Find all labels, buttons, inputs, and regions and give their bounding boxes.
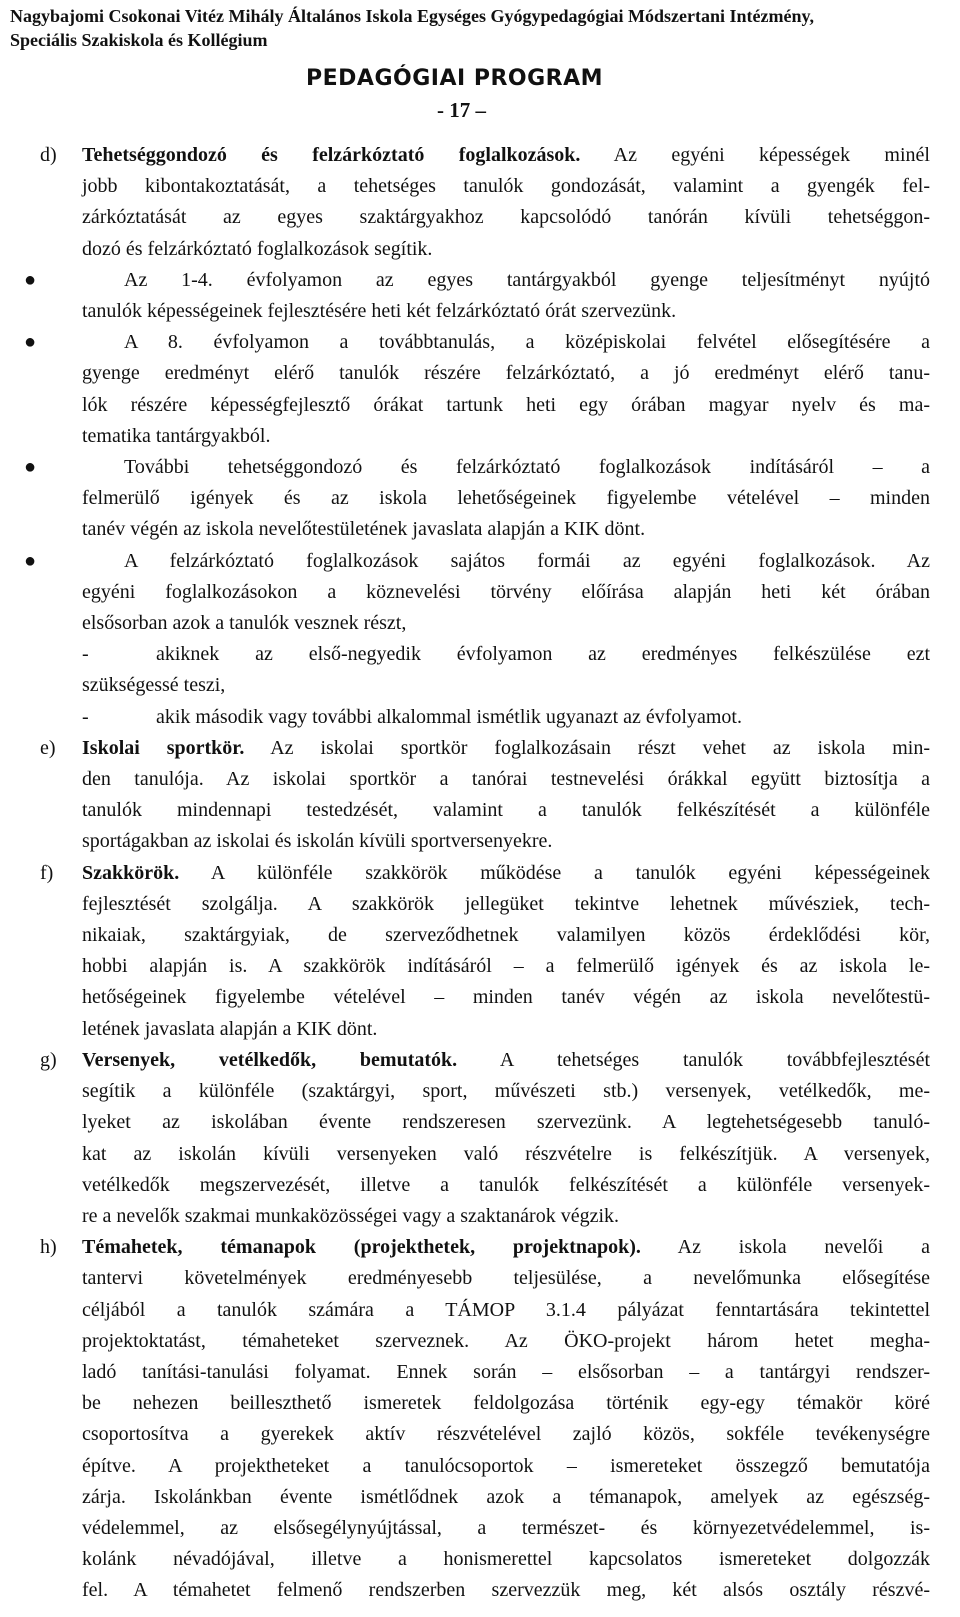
institution-name-line-2: Speciális Szakiskola és Kollégium <box>10 30 268 50</box>
paragraph-line: fejlesztését szolgálja. A szakkörök jellegüket tekintve lehetnek művésziek, tech- <box>82 892 930 915</box>
section-label: f) <box>40 861 54 884</box>
paragraph-line: védelemmel, az elsősegélynyújtással, a természet- és környezetvédelemmel, is- <box>82 1516 930 1539</box>
paragraph-line: re a nevelők szakmai munkaközösségei vagy a szaktanárok végzik. <box>82 1204 620 1227</box>
paragraph-line: sportágakban az iskolai és iskolán kívüli sportversenyekre. <box>82 830 553 853</box>
section-d <box>24 140 930 733</box>
paragraph-line: den tanulója. Az iskolai sportkör a tanórai testnevelési órákkal együtt biztosítja a <box>82 768 930 791</box>
section-h <box>40 1232 930 1606</box>
section-label: h) <box>40 1236 57 1259</box>
dash-item: - akik második vagy további alkalommal ismétlik ugyanazt az évfolyamot. <box>82 702 930 733</box>
paragraph-line: Tehetséggondozó és felzárkóztató foglalkozások. Az egyéni képességek minél <box>82 144 930 166</box>
paragraph-line: fel. A témahetet felmenő rendszerben szervezzük meg, két alsós osztály részvé- <box>82 1579 930 1602</box>
paragraph-line: lyeket az iskolában évente rendszeresen szervezünk. A legtehetségesebb tanuló- <box>82 1111 930 1134</box>
paragraph-line: dozó és felzárkóztató foglalkozások segítik. <box>82 237 433 260</box>
section-title: Iskolai sportkör. <box>82 736 245 759</box>
paragraph-line: zárja. Iskolánkban évente ismétlődnek azok a témanapok, amelyek az egészség- <box>82 1485 930 1508</box>
section-label: e) <box>40 736 56 759</box>
section-body <box>82 1232 930 1606</box>
dash-item: - akiknek az első-negyedik évfolyamon az eredményes felkészülése ezt <box>82 639 930 670</box>
bullet-item: ● Az 1-4. évfolyamon az egyes tantárgyakból gyenge teljesítményt nyújtó <box>82 265 930 296</box>
paragraph-line: letének javaslata alapján a KIK dönt. <box>82 1017 378 1040</box>
section-label: d) <box>40 144 57 166</box>
paragraph-line: csoportosítva a gyerekek aktív részvételével zajló közös, sokféle tevékenységre <box>82 1423 930 1446</box>
paragraph-line: ladó tanítási-tanulási folyamat. Ennek során – elsősorban – a tantárgyi rendszer- <box>82 1360 930 1383</box>
paragraph-line: be nehezen beilleszthető ismeretek feldolgozása történik egy-egy témakör köré <box>82 1392 930 1415</box>
section-label: g) <box>40 1048 57 1071</box>
section-g <box>40 1045 930 1232</box>
bullet-icon: ● <box>24 456 37 479</box>
section-title: Szakkörök. <box>82 861 180 884</box>
paragraph-line: kat az iskolán kívüli versenyeken való részvételre is felkészítjük. A versenyek, <box>82 1142 930 1165</box>
document-body <box>24 140 931 1607</box>
paragraph-line: tanulók képességeinek fejlesztésére heti két felzárkóztató órát szervezünk. <box>82 300 677 323</box>
bullet-item: ● További tehetséggondozó és felzárkóztató foglalkozások indításáról – a <box>82 452 930 483</box>
section-body <box>82 858 930 1045</box>
bullet-icon: ● <box>24 268 37 291</box>
institution-name-line-1: Nagybajomi Csokonai Vitéz Mihály Általános Iskola Egységes Gyógypedagógiai Módszertani Intézmény, <box>10 6 815 26</box>
paragraph-line: lók részére képességfejlesztő órákat tartunk heti egy órában magyar nyelv és ma- <box>82 393 930 416</box>
paragraph-line: tematika tantárgyakból. <box>82 424 271 447</box>
paragraph-line: vetélkedők megszervezését, illetve a tanulók felkészítését a különféle versenyek- <box>82 1173 930 1196</box>
bullet-icon: ● <box>24 549 37 572</box>
paragraph-line: kolánk névadójával, illetve a honismerettel kapcsolatos ismereteket dolgozzák <box>82 1548 930 1571</box>
paragraph-line: Iskolai sportkör. Az iskolai sportkör foglalkozásain részt vehet az iskola min- <box>82 736 930 759</box>
paragraph-line: gyenge eredményt elérő tanulók részére felzárkóztató, a jó eredményt elérő tanu- <box>82 362 930 385</box>
paragraph-line: Szakkörök. A különféle szakkörök működése a tanulók egyéni képességeinek <box>82 861 930 884</box>
bullet-item: ● A felzárkóztató foglalkozások sajátos formái az egyéni foglalkozások. Az <box>82 546 930 577</box>
paragraph-line: céljából a tanulók számára a TÁMOP 3.1.4 pályázat fenntartására tekintettel <box>82 1298 930 1321</box>
section-title: Tehetséggondozó és felzárkóztató foglalkozások. <box>82 144 581 166</box>
program-title: PEDAGÓGIAI PROGRAM <box>306 66 603 91</box>
paragraph-line: felmerülő igények és az iskola lehetőségeinek figyelembe vételével – minden <box>82 487 930 510</box>
paragraph-line: egyéni foglalkozásokon a köznevelési törvény előírása alapján heti két órában <box>82 580 930 603</box>
section-body <box>82 1045 930 1232</box>
institution-header <box>10 4 940 52</box>
paragraph-line: Témahetek, témanapok (projekthetek, projektnapok). Az iskola nevelői a <box>82 1236 931 1259</box>
paragraph-line: tantervi követelmények eredményesebb teljesülése, a nevelőmunka elősegítése <box>82 1267 930 1290</box>
section-body <box>24 140 930 733</box>
paragraph-line: elsősorban azok a tanulók vesznek részt, <box>82 612 407 635</box>
paragraph-line: építve. A projektheteket a tanulócsoportok – ismereteket összegző bemutatója <box>82 1454 930 1477</box>
section-body <box>82 733 930 858</box>
bullet-icon: ● <box>24 331 37 354</box>
section-f <box>40 858 930 1045</box>
dash-marker: - <box>82 643 89 666</box>
paragraph-line: hetőségeinek figyelembe vételével – minden tanév végén az iskola nevelőtestü- <box>82 986 930 1009</box>
paragraph-line: tanév végén az iskola nevelőtestületének javaslata alapján a KIK dönt. <box>82 518 646 541</box>
paragraph-line: jobb kibontakoztatását, a tehetséges tanulók gondozását, valamint a gyengék fel- <box>82 175 930 198</box>
paragraph-line: hobbi alapján is. A szakkörök indításáról – a felmerülő igények és az iskola le- <box>82 955 930 978</box>
section-title: Témahetek, témanapok (projekthetek, projektnapok). <box>82 1236 641 1259</box>
paragraph-line: zárkóztatását az egyes szaktárgyakhoz kapcsolódó tanórán kívüli tehetséggon- <box>82 206 930 229</box>
paragraph-line: tanulók mindennapi testedzését, valamint a tanulók felkészítését a különféle <box>82 799 930 822</box>
bullet-item: ● A 8. évfolyamon a továbbtanulás, a középiskolai felvétel elősegítésére a <box>82 327 930 358</box>
dash-marker: - <box>82 705 89 728</box>
paragraph-line: segítik a különféle (szaktárgyi, sport, művészeti stb.) versenyek, vetélkedők, me- <box>82 1080 930 1103</box>
paragraph-line: szükségessé teszi, <box>82 674 226 697</box>
paragraph-line: nikaiak, szaktárgyiak, de szerveződhetnek valamilyen közös érdeklődési kör, <box>82 924 930 947</box>
paragraph-line: Versenyek, vetélkedők, bemutatók. A tehetséges tanulók továbbfejlesztését <box>82 1048 931 1071</box>
section-title: Versenyek, vetélkedők, bemutatók. <box>82 1048 458 1071</box>
page-number: - 17 – <box>437 98 486 122</box>
section-e <box>40 733 930 858</box>
paragraph-line: projektoktatást, témaheteket szerveznek. Az ÖKO-projekt három hetet megha- <box>82 1329 930 1352</box>
